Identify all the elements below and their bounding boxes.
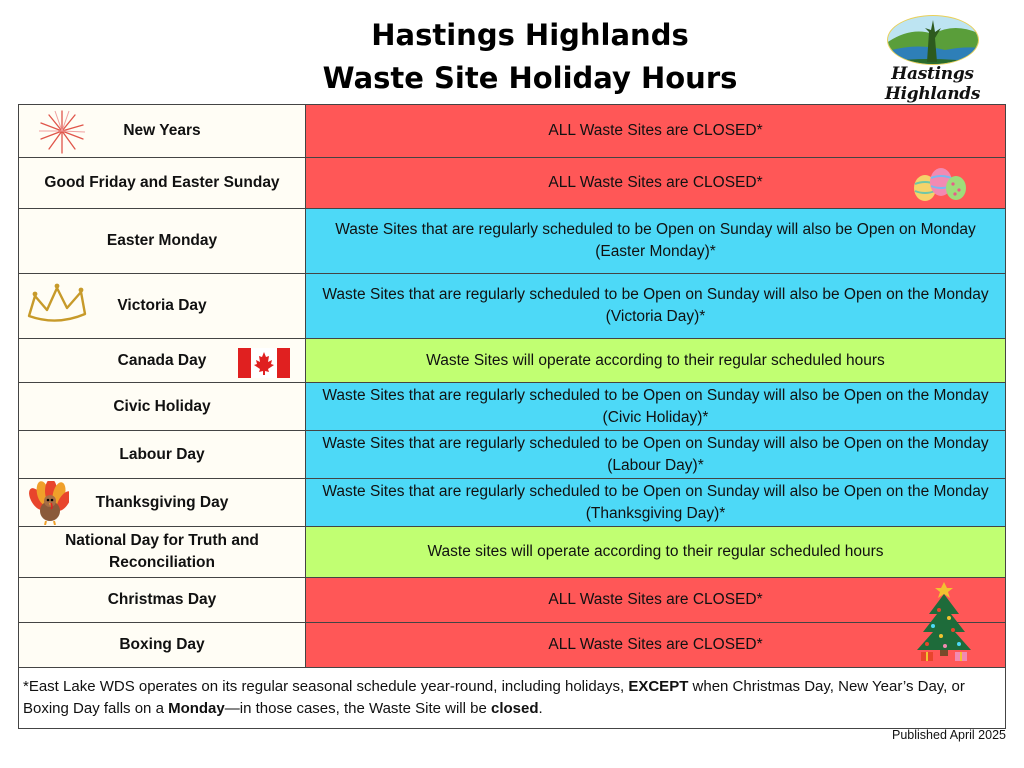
holiday-cell (19, 209, 306, 274)
holiday-hours-table (18, 104, 1006, 729)
holiday-cell (19, 527, 306, 578)
holiday-cell (19, 383, 306, 431)
holiday-cell (19, 339, 306, 383)
status-cell (306, 623, 1006, 668)
footnote-text: —in those cases, the Waste Site will be (224, 700, 491, 717)
holiday-label: Easter Monday (106, 232, 218, 249)
footnote-text: *East Lake WDS operates on its regular seasonal schedule year-round, including holidays, (23, 678, 629, 695)
holiday-cell (19, 479, 306, 527)
published-date: Published April 2025 (892, 728, 1006, 742)
holiday-label: Victoria Day (117, 297, 207, 314)
status-cell (306, 431, 1006, 479)
holiday-label: Christmas Day (107, 591, 217, 608)
holiday-cell (19, 578, 306, 623)
holiday-cell (19, 274, 306, 339)
status-text: ALL Waste Sites are CLOSED* (548, 636, 763, 653)
title-line-2: Waste Site Holiday Hours (322, 61, 738, 95)
table-row (19, 105, 1006, 158)
status-text: ALL Waste Sites are CLOSED* (548, 591, 763, 608)
holiday-label: New Years (123, 122, 201, 139)
hastings-highlands-logo (855, 12, 1010, 104)
holiday-cell (19, 431, 306, 479)
title-line-1: Hastings Highlands (371, 18, 689, 52)
status-text: Waste Sites that are regularly scheduled to be Open on Sunday will also be Open on the Monday (Civic Holiday)* (322, 386, 989, 426)
table-row (19, 339, 1006, 383)
status-text: Waste Sites that are regularly scheduled to be Open on Sunday will also be Open on the Monday (Thanksgiving Day)* (322, 482, 989, 522)
status-cell (306, 383, 1006, 431)
status-text: Waste Sites that are regularly scheduled to be Open on Sunday will also be Open on Monday (Easter Monday)* (335, 221, 976, 260)
christmas-tree-icon (911, 578, 977, 662)
holiday-label: Thanksgiving Day (95, 493, 229, 511)
table-row (19, 479, 1006, 527)
footnote-text: when Christmas Day, New Year’s Day, or Boxing Day falls on a (23, 678, 965, 717)
status-text: Waste Sites that are regularly scheduled to be Open on Sunday will also be Open on the Monday (Labour Day)* (322, 434, 989, 474)
holiday-label: Boxing Day (119, 636, 205, 653)
holiday-cell (19, 158, 306, 209)
table-row (19, 527, 1006, 578)
footnote-emphasis: closed (490, 700, 539, 717)
holiday-label: Good Friday and Easter Sunday (44, 174, 280, 191)
logo-landscape-icon (855, 12, 1010, 72)
footnote-emphasis: EXCEPT (628, 678, 689, 695)
status-cell (306, 339, 1006, 383)
table-row (19, 623, 1006, 668)
footnote-text: . (538, 700, 543, 717)
turkey-icon (29, 481, 69, 525)
fireworks-icon (35, 109, 89, 155)
status-text: Waste sites will operate according to their regular scheduled hours (427, 543, 884, 560)
holiday-cell (19, 105, 306, 158)
status-cell (306, 479, 1006, 527)
status-cell (306, 158, 1006, 209)
logo-text: Hastings Highlands (884, 64, 981, 104)
table-row (19, 274, 1006, 339)
status-cell (306, 527, 1006, 578)
canada-flag-icon (238, 348, 290, 378)
holiday-cell (19, 623, 306, 668)
holiday-label: Labour Day (119, 445, 205, 463)
easter-eggs-icon (911, 164, 969, 204)
holiday-label: Canada Day (117, 351, 207, 369)
status-text: ALL Waste Sites are CLOSED* (548, 174, 763, 191)
table-row (19, 209, 1006, 274)
table-row (19, 578, 1006, 623)
footnote-emphasis: Monday (168, 700, 225, 717)
status-text: Waste Sites will operate according to their regular scheduled hours (426, 351, 885, 369)
status-cell (306, 578, 1006, 623)
crown-icon (25, 282, 91, 328)
status-cell (306, 274, 1006, 339)
table-row (19, 383, 1006, 431)
footnote-row (19, 668, 1006, 729)
holiday-label: Civic Holiday (113, 397, 211, 415)
table-row (19, 158, 1006, 209)
status-cell (306, 209, 1006, 274)
status-text: Waste Sites that are regularly scheduled to be Open on Sunday will also be Open on the Monday (Victoria Day)* (322, 286, 989, 325)
status-text: ALL Waste Sites are CLOSED* (548, 122, 763, 139)
holiday-label: National Day for Truth and Reconciliation (65, 532, 259, 571)
status-cell (306, 105, 1006, 158)
footnote (19, 668, 1006, 729)
table-row (19, 431, 1006, 479)
